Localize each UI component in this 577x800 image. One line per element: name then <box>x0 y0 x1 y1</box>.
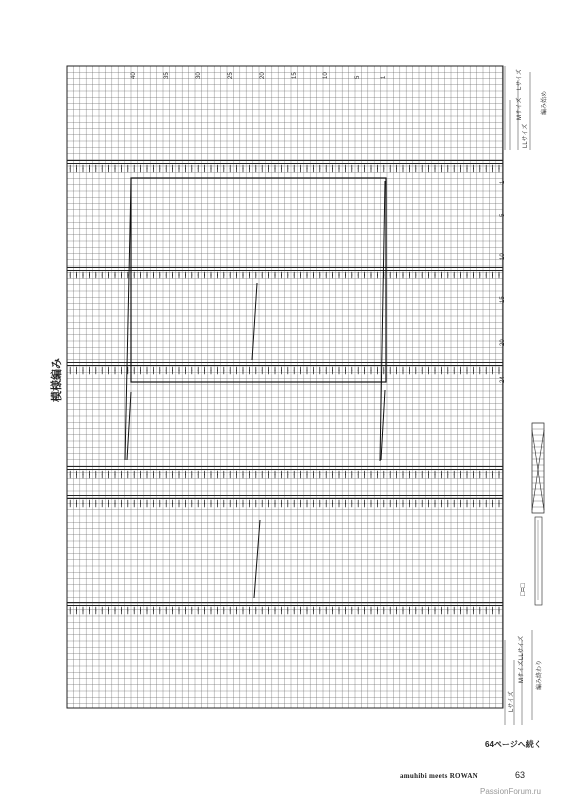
stitch-number: 24 <box>500 376 506 383</box>
continued-note: 64ページへ続く <box>485 740 542 749</box>
size-label-ll-bottom: LLサイズ <box>519 635 525 660</box>
row-number: 5 <box>355 75 361 79</box>
stitch-number: 15 <box>500 296 506 303</box>
watermark: PassionForum.ru <box>480 787 541 796</box>
row-number: 25 <box>228 72 234 79</box>
size-label-m-bottom: Mサイズ <box>519 660 525 683</box>
stitch-number: 20 <box>500 339 506 346</box>
page-number: 63 <box>515 770 526 780</box>
row-number: 30 <box>196 72 202 79</box>
cast-on-label: 編み始め <box>542 90 548 115</box>
row-number: 10 <box>323 72 329 79</box>
stitch-number: 5 <box>500 213 506 217</box>
chart-border <box>67 66 503 708</box>
legend-diagram <box>535 517 542 605</box>
size-label-l-bottom: Lサイズ <box>509 691 515 712</box>
stitch-number: 1 <box>500 180 506 184</box>
row-number: 35 <box>164 72 170 79</box>
stitch-number: 10 <box>500 253 506 260</box>
row-number: 1 <box>381 75 387 79</box>
size-label-m-top: Mサイズ <box>517 97 523 120</box>
row-number: 40 <box>131 72 137 79</box>
legend-symbol: □=□ <box>520 583 527 596</box>
size-label-ll-top: LLサイズ <box>523 123 529 148</box>
row-number: 20 <box>260 72 266 79</box>
bind-off-label: 編み終わり <box>537 659 543 690</box>
cable-stroke <box>381 390 385 460</box>
chart-title: 模様編み <box>51 358 63 402</box>
footer-text: amuhibi meets ROWAN <box>400 772 479 780</box>
cable-stroke <box>127 392 131 460</box>
cable-stroke <box>125 182 131 460</box>
row-number: 15 <box>292 72 298 79</box>
size-label-l-top: Lサイズ <box>517 69 523 90</box>
